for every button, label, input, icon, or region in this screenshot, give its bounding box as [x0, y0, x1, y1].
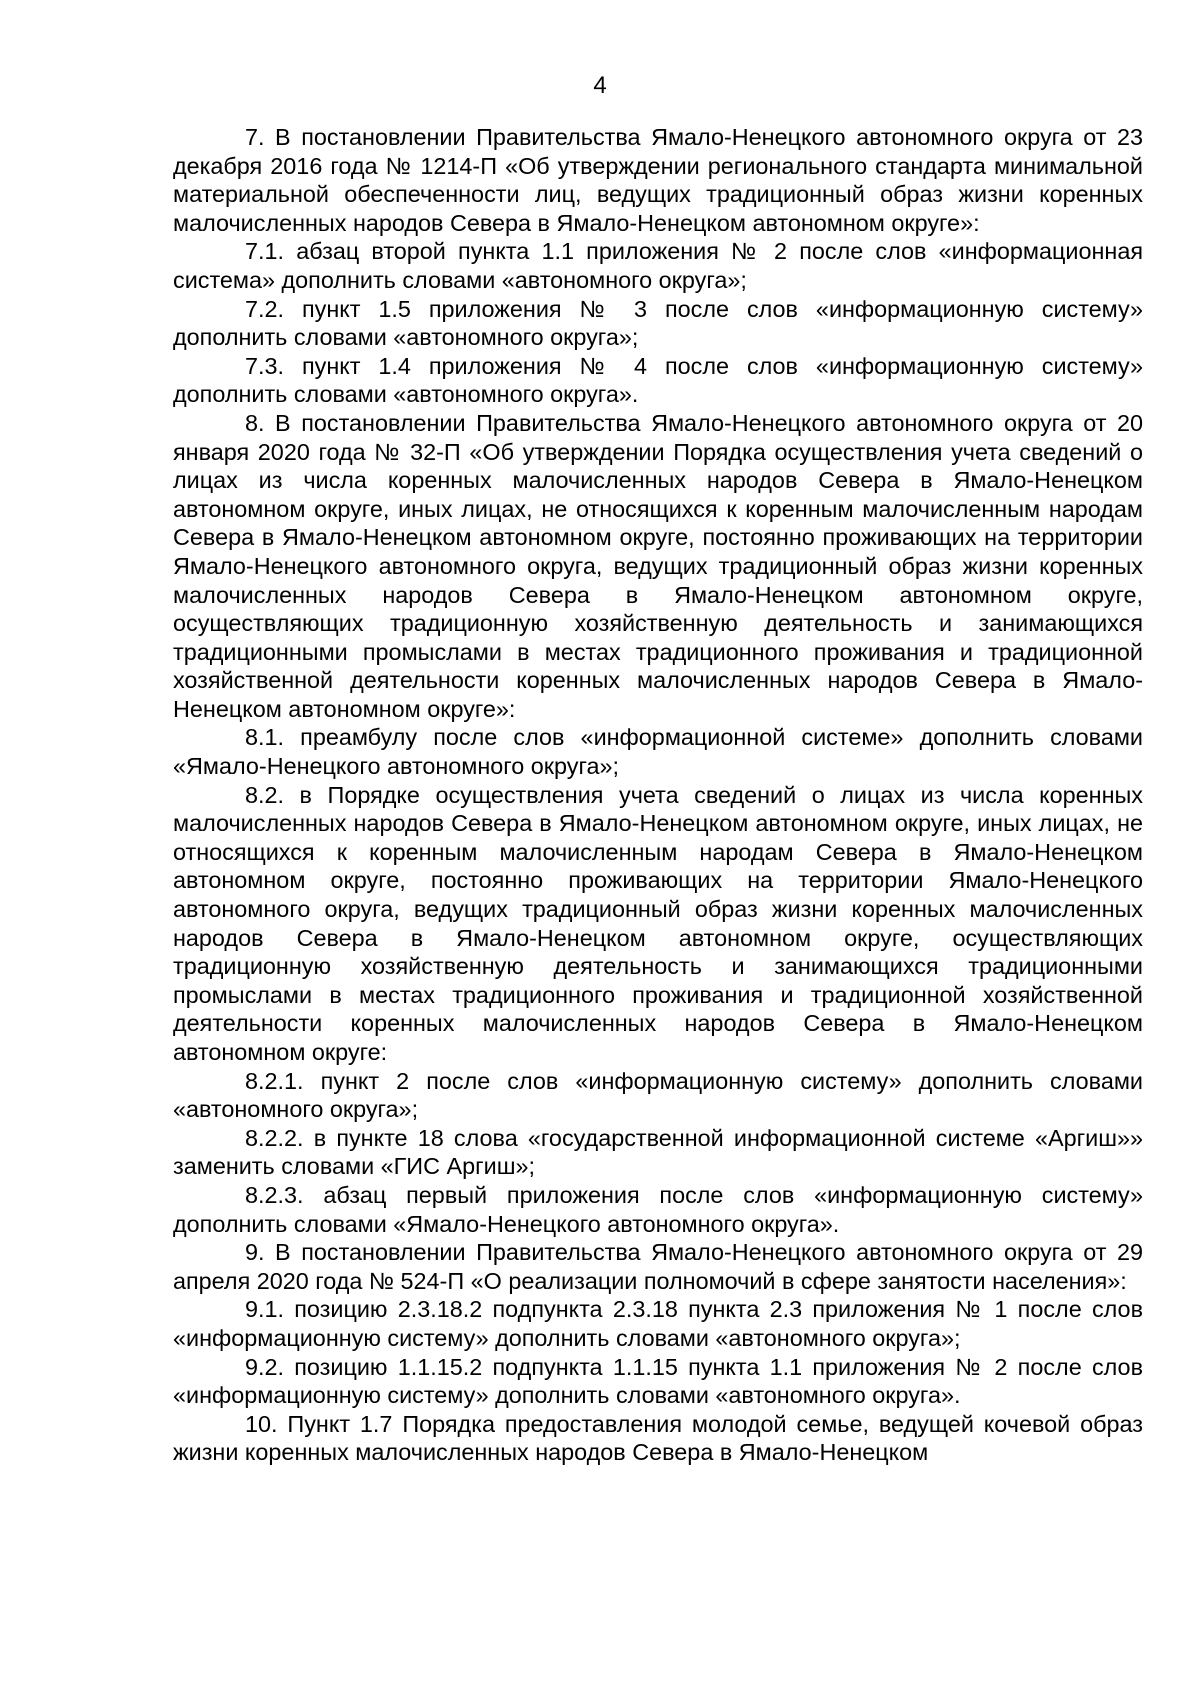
paragraph-10: 10. Пункт 1.7 Порядка предоставления молодой семье, ведущей кочевой образ жизни коренных малочисленных народов Севера в Ямало-Ненецком — [173, 1410, 1143, 1466]
paragraph-9-1: 9.1. позицию 2.3.18.2 подпункта 2.3.18 пункта 2.3 приложения № 1 после слов «информационную систему» дополнить словами «автономного округа»; — [173, 1296, 1143, 1351]
paragraph-8-2-2: 8.2.2. в пункте 18 слова «государственной информационной системе «Аргиш»» заменить словами «ГИС Аргиш»; — [173, 1124, 1143, 1180]
paragraph-8: 8. В постановлении Правительства Ямало-Ненецкого автономного округа от 20 января 2020 года № 32-П «Об утверждении Порядка осуществления учета сведений о лицах из числа коренных малочисленных народов Севера в Ямало-Ненецком автономном округе, иных лицах, не относящихся к коренным малочисленным народам Севера в Ямало-Ненецком автономном округе, постоянно проживающих на территории Ямало-Ненецкого автономного округа, ведущих традиционный образ жизни коренных малочисленных народов Севера в Ямало-Ненецком автономном округе, осуществляющих традиционную хозяйственную деятельность и занимающихся традиционными промыслами в местах традиционного проживания и традиционной хозяйственной деятельности коренных малочисленных народов Севера в Ямало-Ненецком автономном округе»: — [173, 409, 1143, 722]
paragraph-8-2-3: 8.2.3. абзац первый приложения после слов «информационную систему» дополнить словами «Ямало-Ненецкого автономного округа». — [173, 1181, 1143, 1237]
paragraph-7-1: 7.1. абзац второй пункта 1.1 приложения № 2 после слов «информационная система» дополнить словами «автономного округа»; — [173, 238, 1143, 293]
document-body — [173, 123, 1143, 1467]
paragraph-8-1: 8.1. преамбулу после слов «информационной системе» дополнить словами «Ямало-Ненецкого автономного округа»; — [173, 724, 1143, 780]
paragraph-7: 7. В постановлении Правительства Ямало-Ненецкого автономного округа от 23 декабря 2016 года № 1214-П «Об утверждении регионального стандарта минимальной материальной обеспеченности лиц, ведущих традиционный образ жизни коренных малочисленных народов Севера в Ямало-Ненецком автономном округе»: — [173, 124, 1143, 236]
paragraph-7-2: 7.2. пункт 1.5 приложения № 3 после слов «информационную систему» дополнить словами «автономного округа»; — [173, 295, 1143, 351]
paragraph-8-2-1: 8.2.1. пункт 2 после слов «информационную систему» дополнить словами «автономного округа»; — [173, 1067, 1143, 1123]
paragraph-7-3: 7.3. пункт 1.4 приложения № 4 после слов «информационную систему» дополнить словами «автономного округа». — [173, 352, 1143, 408]
paragraph-9: 9. В постановлении Правительства Ямало-Ненецкого автономного округа от 29 апреля 2020 года № 524-П «О реализации полномочий в сфере занятости населения»: — [173, 1239, 1143, 1294]
page-number: 4 — [593, 72, 607, 99]
paragraph-9-2: 9.2. позицию 1.1.15.2 подпункта 1.1.15 пункта 1.1 приложения № 2 после слов «информационную систему» дополнить словами «автономного округа». — [173, 1353, 1143, 1409]
paragraph-8-2: 8.2. в Порядке осуществления учета сведений о лицах из числа коренных малочисленных народов Севера в Ямало-Ненецком автономном округе, иных лицах, не относящихся к коренным малочисленным народам Севера в Ямало-Ненецком автономном округе, постоянно проживающих на территории Ямало-Ненецкого автономного округа, ведущих традиционный образ жизни коренных малочисленных народов Севера в Ямало-Ненецком автономном округе, осуществляющих традиционную хозяйственную деятельность и занимающихся традиционными промыслами в местах традиционного проживания и традиционной хозяйственной деятельности коренных малочисленных народов Севера в Ямало-Ненецком автономном округе: — [173, 781, 1143, 1065]
